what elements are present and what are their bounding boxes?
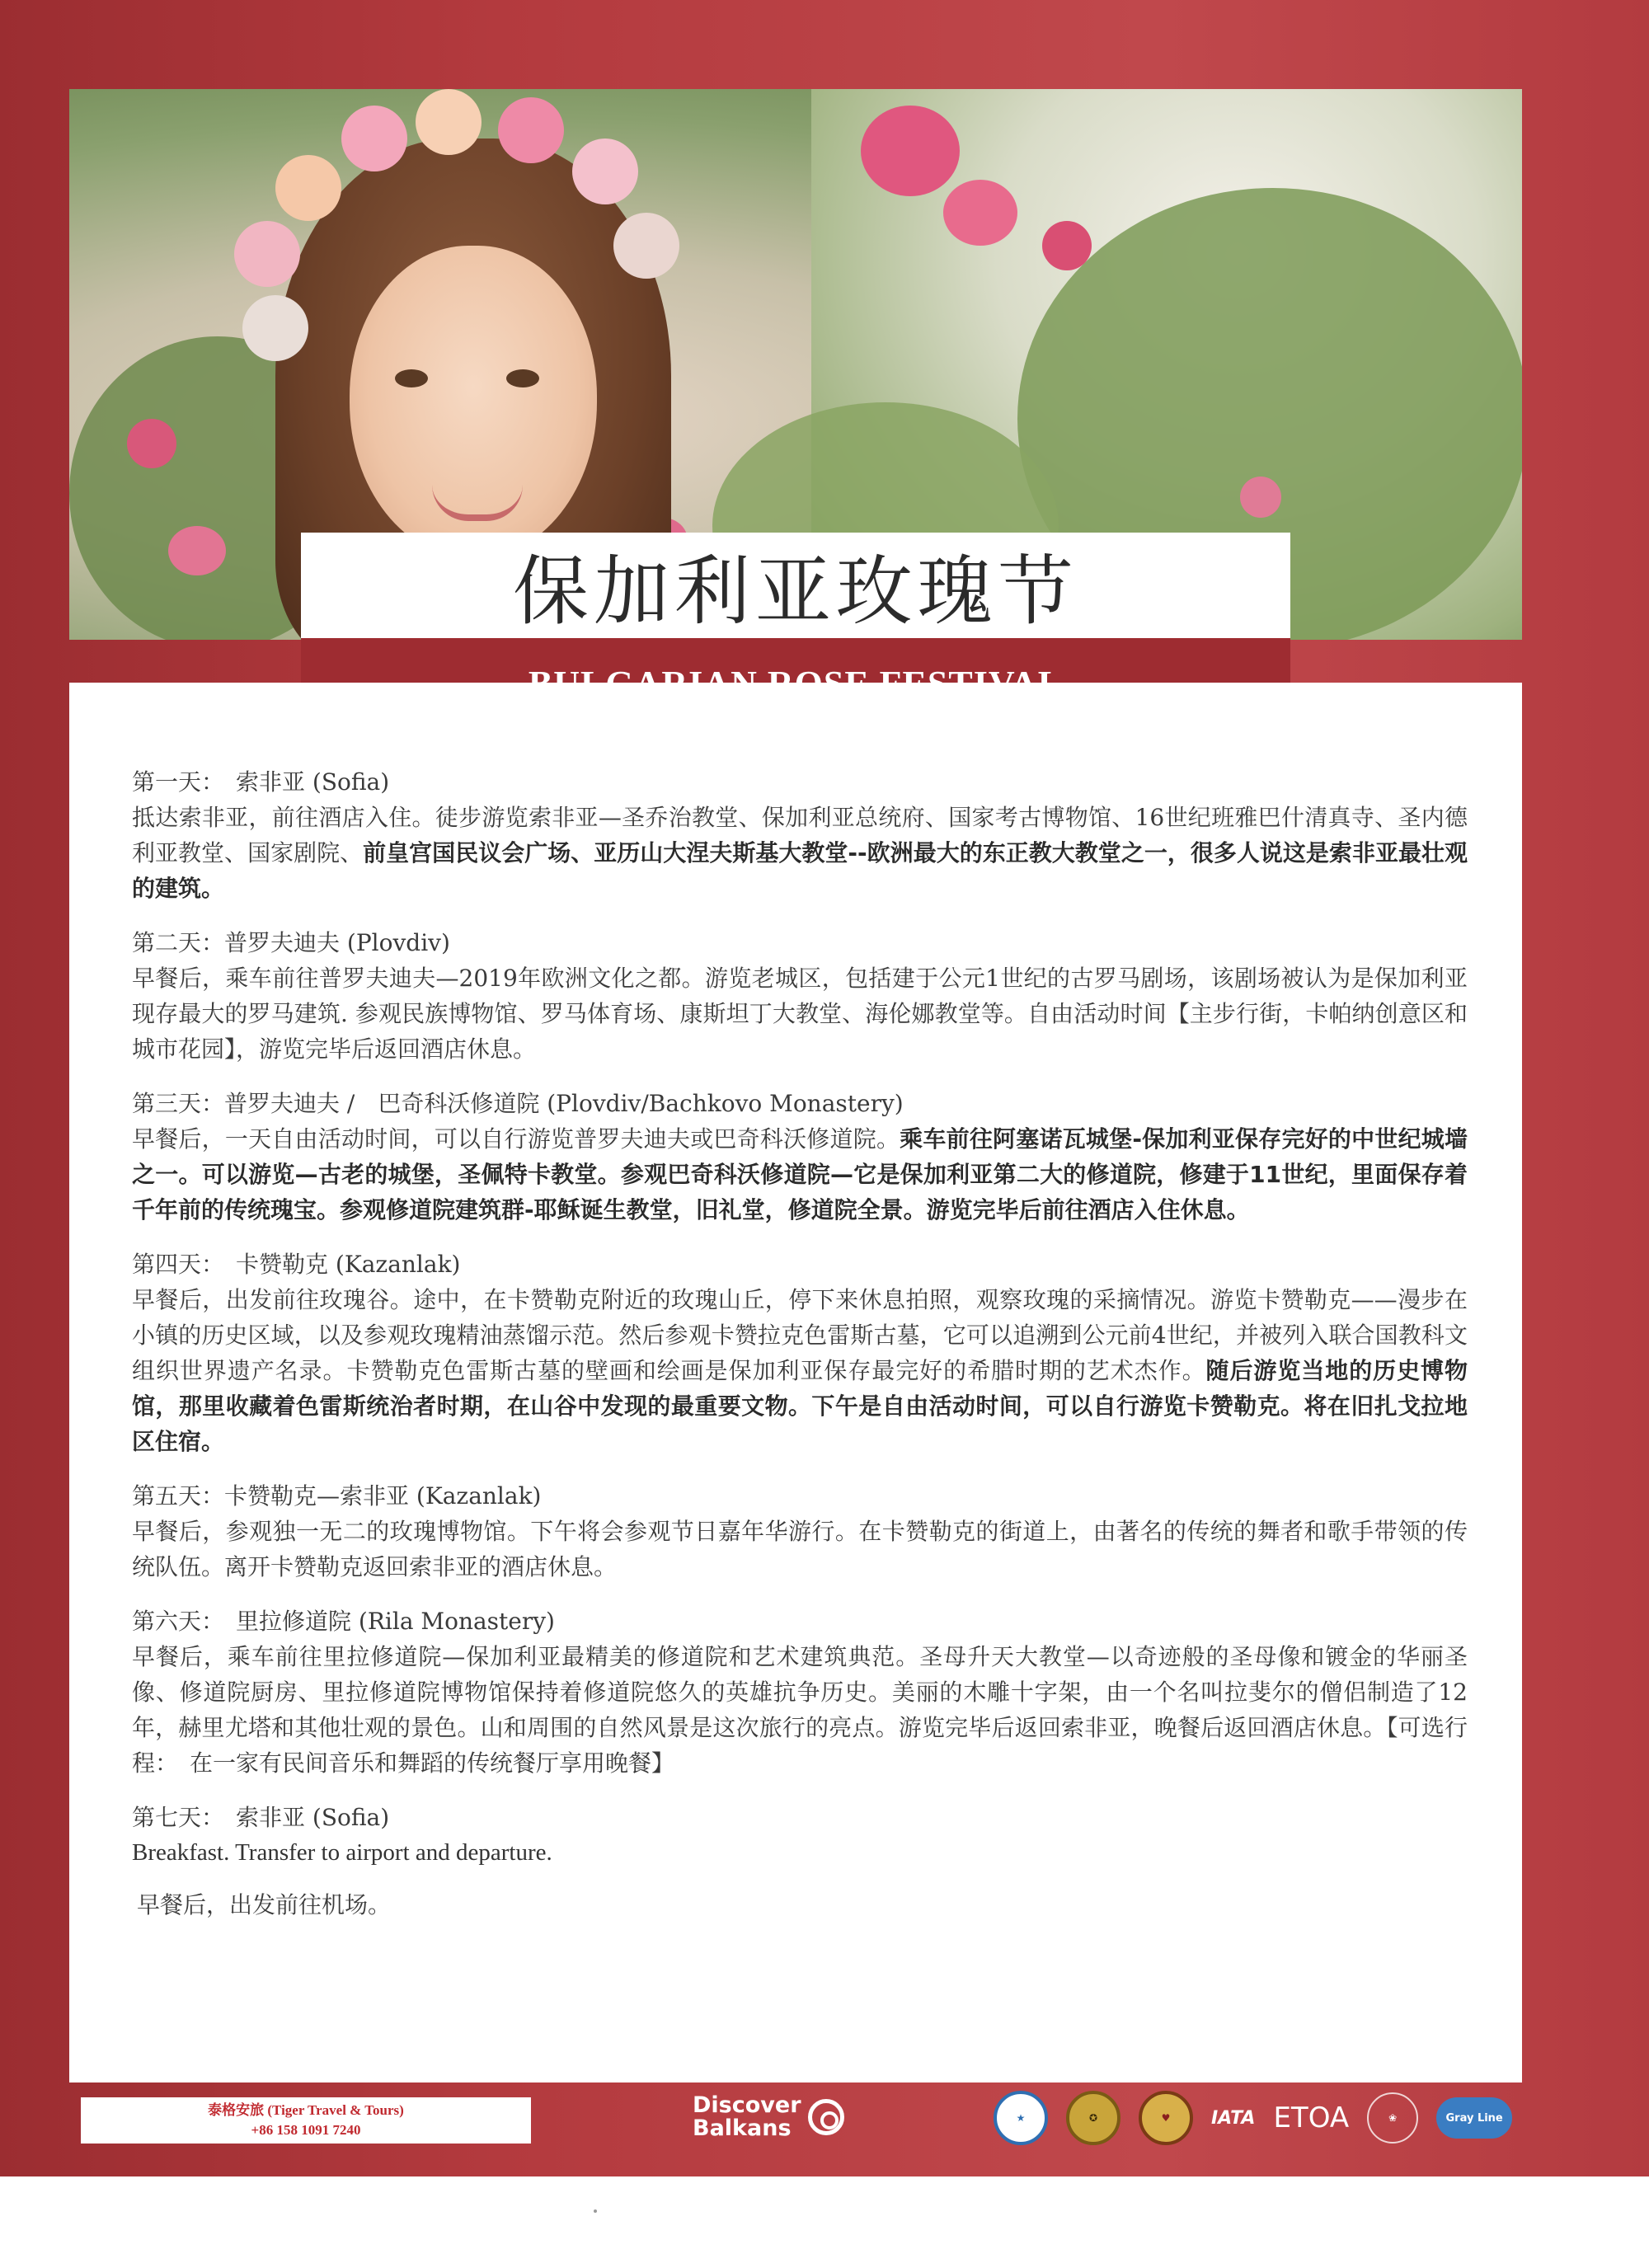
girl-eye: [506, 369, 539, 387]
itinerary-list: [132, 765, 1468, 1942]
certification-badge-icon: ★: [994, 2091, 1048, 2145]
day-description: [132, 1639, 1468, 1781]
company-phone[interactable]: +86 158 1091 7240: [251, 2122, 361, 2138]
crown-flower: [234, 221, 300, 287]
day-title: 第七天： 索非亚 (Sofia): [132, 1804, 390, 1831]
crown-flower: [613, 213, 679, 279]
crown-flower: [275, 155, 341, 221]
day-text: 早餐后，乘车前往里拉修道院—保加利亚最精美的修道院和艺术建筑典范。圣母升天大教堂—以奇迹般的圣母像和镀金的华丽圣像、修道院厨房、里拉修道院博物馆保持着修道院悠久的英雄抗争历史。美丽的木雕十字架，由一个名叫拉斐尔的僧侣制造了12年，赫里尤塔和其他壮观的景色。山和周围的自然风景是这次旅行的亮点。游览完毕后返回索非亚，晚餐后返回酒店休息。【可选行程： 在一家有民间音乐和舞蹈的传统餐厅享用晚餐】: [132, 1643, 1468, 1777]
discover-balkans-icon: [808, 2099, 844, 2135]
day-description-en: Breakfast. Transfer to airport and departure.: [132, 1839, 552, 1866]
itinerary-day: [132, 1479, 1468, 1585]
day-title: 第六天： 里拉修道院 (Rila Monastery): [132, 1608, 555, 1635]
itinerary-day: [132, 1087, 1468, 1228]
day-text: 抵达索非亚，前往酒店入住。徒步游览索非亚—圣乔治教堂、保加利亚总统府、国家考古博物馆、16世纪班雅巴什清真寺、圣内德利亚教堂、国家剧院、: [132, 804, 1468, 866]
rose-flower: [1240, 477, 1281, 518]
discover-balkans-logo: [693, 2094, 844, 2140]
discover-balkans-wordmark: [693, 2094, 801, 2140]
day-description: 早餐后，出发前往机场。: [137, 1891, 392, 1918]
girl-eye: [395, 369, 428, 387]
crown-flower: [572, 139, 638, 204]
title-box: [301, 533, 1290, 638]
brand-line-1: Discover: [693, 2092, 801, 2118]
partner-logos: [994, 2091, 1512, 2145]
itinerary-day: [132, 765, 1468, 906]
crown-flower: [341, 106, 407, 171]
crown-flower: [242, 295, 308, 361]
iata-logo: IATA: [1211, 2107, 1256, 2129]
day-text: 早餐后，参观独一无二的玫瑰博物馆。下午将会参观节日嘉年华游行。在卡赞勒克的街道上，由著名的传统的舞者和歌手带领的传统队伍。离开卡赞勒克返回索非亚的酒店休息。: [132, 1518, 1468, 1580]
day-text: 早餐后，乘车前往普罗夫迪夫—2019年欧洲文化之都。游览老城区，包括建于公元1世纪的古罗马剧场，该剧场被认为是保加利亚现存最大的罗马建筑. 参观民族博物馆、罗马体育场、康斯坦丁大教堂、海伦娜教堂等。自由活动时间【主步行街，卡帕纳创意区和城市花园】，游览完毕后返回酒店休息。: [132, 965, 1468, 1063]
crown-flower: [498, 97, 564, 163]
company-name: 泰格安旅 (Tiger Travel & Tours): [208, 2102, 404, 2118]
day-description: [132, 960, 1468, 1067]
itinerary-day: [132, 926, 1468, 1067]
day-title: 第一天： 索非亚 (Sofia): [132, 768, 390, 796]
contact-box: [81, 2097, 531, 2144]
rose-flower: [127, 419, 176, 468]
day-text: 早餐后，一天自由活动时间，可以自行游览普罗夫迪夫或巴奇科沃修道院。: [132, 1125, 900, 1153]
day-title: 第四天： 卡赞勒克 (Kazanlak): [132, 1251, 461, 1278]
rose-flower: [861, 106, 960, 196]
day-title: 第五天：卡赞勒克—索非亚 (Kazanlak): [132, 1482, 542, 1510]
crown-flower: [416, 89, 482, 155]
etoa-logo: ETOA: [1273, 2101, 1350, 2134]
day-text-bold: 随后游览当地的历史博物馆，那里收藏着色雷斯统治者时期，在山谷中发现的最重要文物。下午是自由活动时间，可以自行游览卡赞勒克。将在旧扎戈拉地区住宿。: [132, 1357, 1468, 1455]
day-description: [132, 1514, 1468, 1585]
brand-line-2: Balkans: [693, 2115, 792, 2141]
day-text-bold: 乘车前往阿塞诺瓦城堡-保加利亚保存完好的中世纪城墙之一。可以游览—古老的城堡，圣佩特卡教堂。参观巴奇科沃修道院—它是保加利亚第二大的修道院，修建于11世纪，里面保存着千年前的传统瑰宝。参观修道院建筑群-耶稣诞生教堂，旧礼堂，修道院全景。游览完毕后前往酒店入住休息。: [132, 1125, 1468, 1223]
day-text-bold: 前皇宫国民议会广场、亚历山大涅夫斯基大教堂--欧洲最大的东正教大教堂之一，很多人说这是索非亚最壮观的建筑。: [132, 839, 1468, 902]
day-description: [132, 1121, 1468, 1228]
gold-seal-icon: ✪: [1066, 2091, 1120, 2145]
award-seal-icon: ♥: [1139, 2091, 1193, 2145]
world-tourism-association-icon: ❀: [1367, 2092, 1418, 2144]
gray-line-logo: Gray Line: [1436, 2097, 1512, 2139]
day-description: [132, 1282, 1468, 1459]
itinerary-day: [132, 1604, 1468, 1781]
day-title: 第二天：普罗夫迪夫 (Plovdiv): [132, 929, 450, 956]
page-title-cn: 保加利亚玫瑰节: [512, 547, 1078, 636]
itinerary-panel: [69, 683, 1522, 2083]
day-title: 第三天：普罗夫迪夫 / 巴奇科沃修道院 (Plovdiv/Bachkovo Monastery): [132, 1090, 904, 1117]
rose-flower: [168, 526, 226, 575]
day-description: [132, 800, 1468, 906]
scan-speck: [594, 2209, 597, 2213]
rose-flower: [943, 180, 1017, 246]
itinerary-day: [132, 1247, 1468, 1459]
rose-flower: [1042, 221, 1092, 270]
day-text: 早餐后，出发前往玫瑰谷。途中，在卡赞勒克附近的玫瑰山丘，停下来休息拍照，观察玫瑰的采摘情况。游览卡赞勒克——漫步在小镇的历史区域，以及参观玫瑰精油蒸馏示范。然后参观卡赞拉克色雷斯古墓，它可以追溯到公元前4世纪，并被列入联合国教科文组织世界遗产名录。卡赞勒克色雷斯古墓的壁画和绘画是保加利亚保存最完好的希腊时期的艺术杰作。: [132, 1286, 1468, 1384]
itinerary-day: [132, 1801, 1468, 1923]
